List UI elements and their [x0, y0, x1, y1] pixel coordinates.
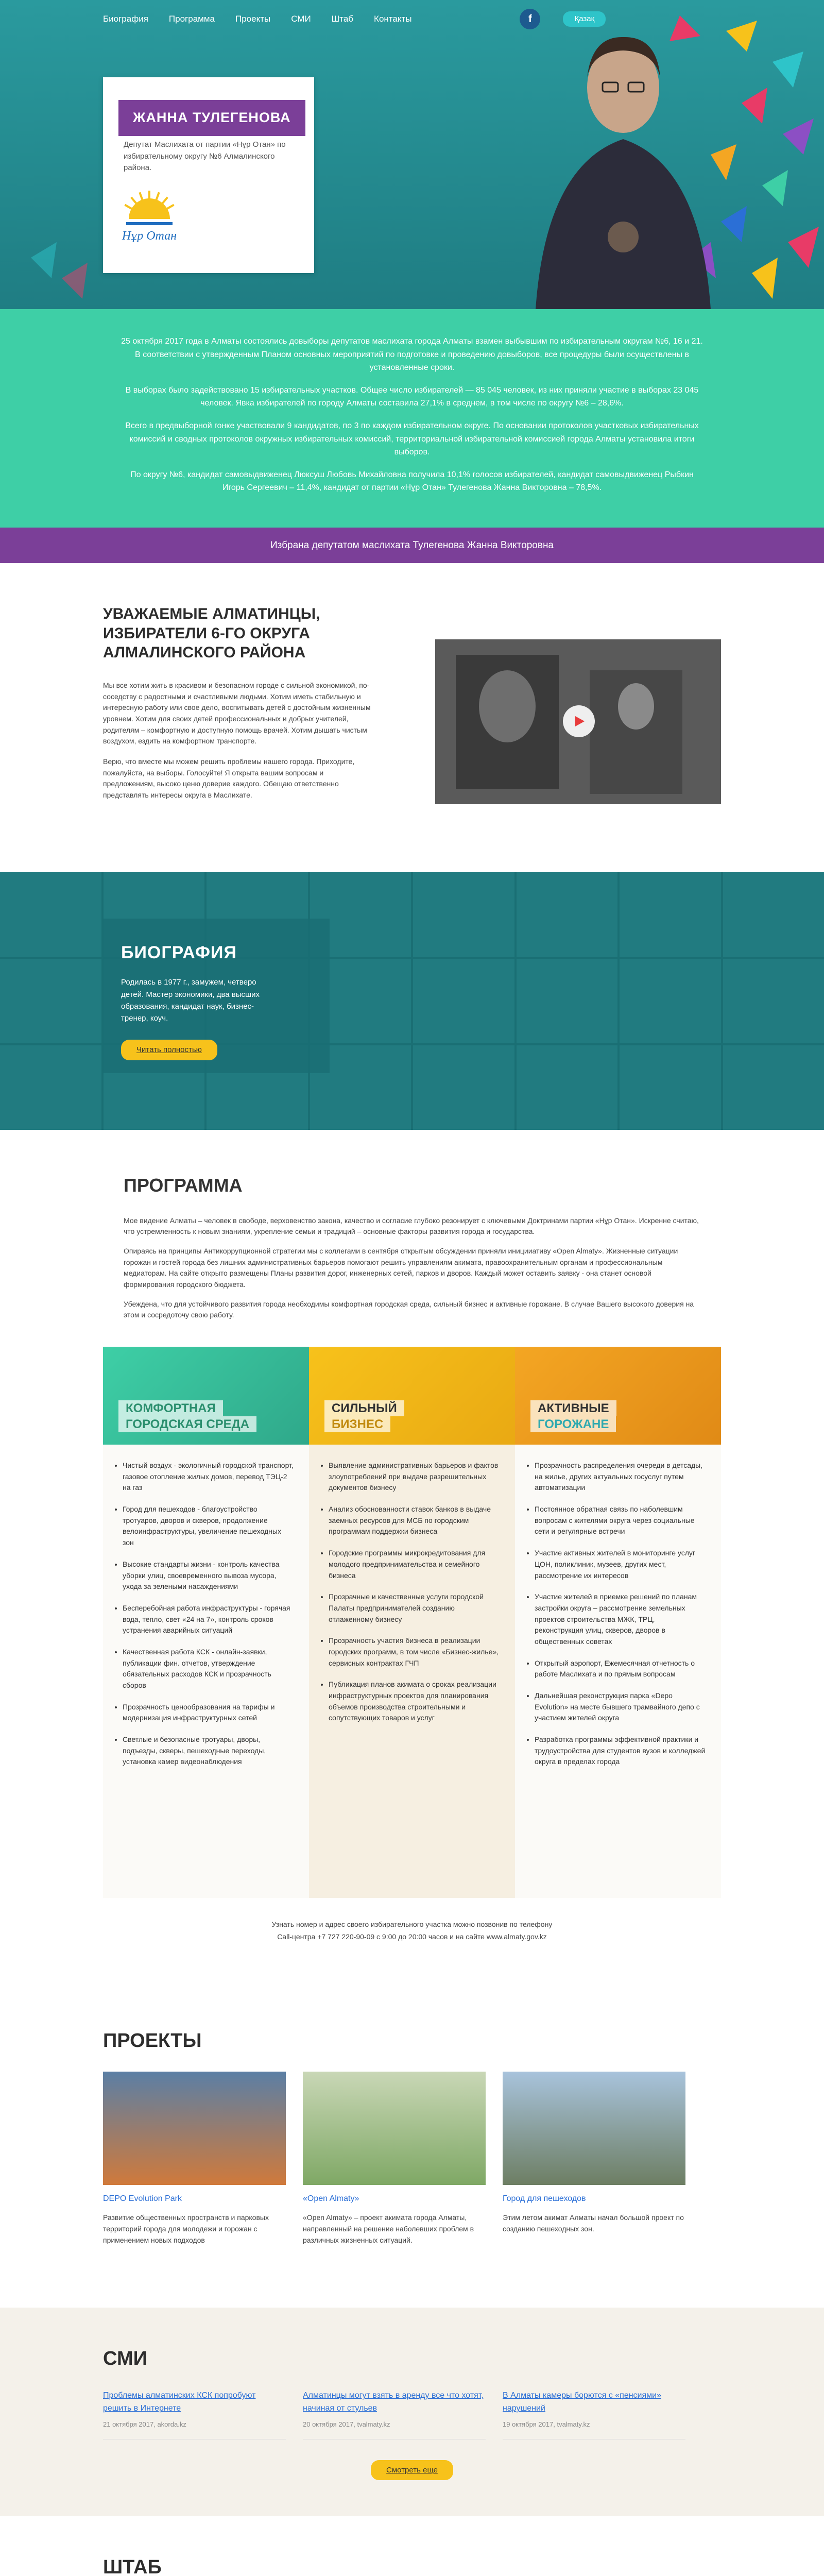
col-title-business-2: БИЗНЕС: [324, 1416, 390, 1432]
col-head-city: [103, 1347, 309, 1445]
list-item: • Город для пешеходов - благоустройство тротуаров, дворов и скверов, продолжение велоинфраструктуры, увеличение пешеходных зон: [123, 1504, 294, 1549]
bio-text: Родилась в 1977 г., замужем, четверо детей. Мастер экономики, два высших образования, кандидат наук, бизнес-тренер, коуч.: [121, 978, 260, 1023]
project-text: «Open Almaty» – проект акимата города Алматы, направленный на решение наболевших проблем в различных жизненных ситуаций.: [303, 2213, 474, 2244]
list-item: • Открытый аэропорт, Ежемесячная отчетность о работе Маслихата и по прямым вопросам: [535, 1658, 706, 1680]
project-card: [503, 2072, 685, 2246]
program-p1: Мое видение Алматы – человек в свободе, верховенство закона, качество и согласие глубоко резонирует с ключевыми Доктринами партии «Нұр Отан». Искренне считаю, что устремленность к новым знаниям, укрепление семьи и традиций – основные факторы развития города и государства.: [124, 1216, 699, 1236]
news-item: [503, 2389, 685, 2439]
list-item: • Участие жителей в приемке решений по планам застройки округа – рассмотрение земельных проектов строительства МЖК, ТРЦ, реконструкция улиц, скверов, дворов в общественных советах: [535, 1591, 706, 1647]
top-nav: [103, 0, 721, 38]
results-p4: По округу №6, кандидат самовыдвиженец Люксуш Любовь Михайловна получила 10,1% голосов избирателей, кандидат самовыдвиженец Рыбкин Игорь Сергеевич – 11,4%, кандидат от партии «Нұр Отан» Тулегенова Жанна Викторовна – 78,5%.: [130, 470, 694, 493]
news-date: 21 октября 2017, akorda.kz: [103, 2420, 186, 2428]
video-player[interactable]: [435, 639, 721, 804]
project-image[interactable]: [103, 2072, 286, 2185]
nav-item-contacts[interactable]: Контакты: [374, 13, 412, 24]
col-title-citizens-1: АКТИВНЫЕ: [530, 1400, 616, 1416]
news-link[interactable]: В Алматы камеры борются с «пенсиями» нарушений: [503, 2391, 661, 2413]
list-item: • Выявление административных барьеров и фактов злоупотреблений при выдаче разрешительных документов бизнесу: [329, 1460, 500, 1494]
staff-section: [0, 2516, 824, 2576]
nav-item-smi[interactable]: СМИ: [291, 13, 311, 24]
project-link[interactable]: Город для пешеходов: [503, 2194, 586, 2203]
nav-links: [103, 12, 411, 26]
program-p3: Убеждена, что для устойчивого развития города необходимы комфортная городская среда, сильный бизнес и активные горожане. В случае Вашего высокого доверия на этом и сосредоточу свою работу.: [124, 1299, 694, 1319]
news-item: [103, 2389, 286, 2439]
hero-name: ЖАННА ТУЛЕГЕНОВА: [118, 100, 305, 136]
results-p1: 25 октября 2017 года в Алматы состоялись довыборы депутатов маслихата города Алматы взамен выбывшим по избирательным округам №6, 16 и 21. В соответствии с утвержденным Планом основных мероприятий по подготовке и проведению довыборов, все процедуры были осуществлены в установленные сроки.: [121, 337, 703, 372]
news-list: [103, 2389, 721, 2439]
news-date: 19 октября 2017, tvalmaty.kz: [503, 2420, 590, 2428]
col-title-city-2: ГОРОДСКАЯ СРЕДА: [118, 1416, 256, 1432]
appeal-p2: Верю, что вместе мы можем решить проблемы нашего города. Приходите, пожалуйста, на выборы. Голосуйте! Я открыта вашим вопросам и предложениям, высоко ценю доверие каждого. Обещаю ответственно представлять интересы округа в Маслихате.: [103, 757, 355, 800]
program-col-citizens: [515, 1347, 721, 1898]
col-list-city: [103, 1445, 309, 1898]
col-head-citizens: [515, 1347, 721, 1445]
project-text: Этим летом акимат Алматы начал большой проект по созданию пешеходных зон.: [503, 2213, 684, 2233]
project-card: [103, 2072, 286, 2246]
program-p2: Опираясь на принципы Антикоррупционной стратегии мы с коллегами в сентября открытым обсуждении приняли иницииативу «Open Almaty». Жизненные ситуации горожан и гостей города без лишних административных барьеров помогают решить управлениям акимата, правоохранительным органам и профессиональным медиаторам. На сайте открыто размещены Планы развития дорог, инженерных сетей, парков и дворов. Каждый может оставить заявку - она станет основой формирования городского бюджета.: [124, 1246, 678, 1289]
list-item: • Разработка программы эффективной практики и трудоустройства для студентов вузов и колледжей округа в пределах города: [535, 1734, 706, 1768]
results-p2: В выборах было задействовано 15 избирательных участков. Общее число избирателей — 85 045 человек, из них приняли участие в выборах 23 045 человек. Явка избирателей по городу Алматы составила 27,1% в среднем, в том числе по округу №6 – 28,6%.: [125, 385, 699, 408]
program-col-business: [309, 1347, 515, 1898]
list-item: • Городские программы микрокредитования для молодого предпринимательства и семейного бизнеса: [329, 1548, 500, 1581]
program-section: [0, 1130, 824, 1990]
projects-title: ПРОЕКТЫ: [103, 2029, 202, 2052]
contact-line-2[interactable]: Call-центра +7 727 220-90-09 с 9:00 до 20:00 часов и на сайте www.almaty.gov.kz: [277, 1932, 547, 1941]
list-item: • Светлые и безопасные тротуары, дворы, подъезды, скверы, пешеходные переходы, установка камер видеонаблюдения: [123, 1734, 294, 1768]
contact-line: [0, 1898, 824, 1959]
language-switch[interactable]: Қазақ: [563, 11, 606, 26]
media-section: [0, 2308, 824, 2516]
play-button[interactable]: [563, 705, 595, 737]
list-item: • Прозрачность участия бизнеса в реализации городских программ, в том числе «Бизнес-жилье», сервисных контрактах ГЧП: [329, 1635, 500, 1669]
project-link[interactable]: DEPO Evolution Park: [103, 2194, 182, 2203]
nur-otan-logo: [106, 188, 193, 258]
election-results: [0, 309, 824, 528]
elected-banner: Избрана депутатом маслихата Тулегенова Жанна Викторовна: [0, 528, 824, 563]
list-item: • Чистый воздух - экологичный городской транспорт, газовое отопление жилых домов, перевод ТЭЦ-2 на газ: [123, 1460, 294, 1494]
projects-section: [0, 1990, 824, 2308]
list-item: • Анализ обоснованности ставок банков в выдаче заемных ресурсов для МСБ по городским программам поддержки бизнеса: [329, 1504, 500, 1537]
program-col-city: [103, 1347, 309, 1898]
project-image[interactable]: [303, 2072, 486, 2185]
col-head-business: [309, 1347, 515, 1445]
results-p3: Всего в предвыборной гонке участвовали 9 кандидатов, по 3 по каждом избирательном округе. По основании протоколов участковых избирательных комиссий и сводных протоколов окружных избирательных комиссий, территориальной избирательной комиссией города Алматы установила итоги выборов.: [125, 421, 699, 457]
nav-item-program[interactable]: Программа: [168, 13, 215, 24]
list-item: • Постоянное обратная связь по наболевшим вопросам с жителями округа через социальные сети и регулярные встречи: [535, 1504, 706, 1537]
hero-section: [0, 0, 824, 309]
news-item: [303, 2389, 486, 2439]
list-item: • Бесперебойная работа инфраструктуры - горячая вода, тепло, свет «24 на 7», контроль сроков устранения аварийных ситуаций: [123, 1603, 294, 1636]
bio-box: [103, 919, 330, 1073]
list-item: • Участие активных жителей в мониторинге услуг ЦОН, поликлиник, музеев, других мест, рассмотрение их интересов: [535, 1548, 706, 1581]
bio-read-more-button[interactable]: Читать полностью: [121, 1040, 217, 1060]
col-list-citizens: [515, 1445, 721, 1898]
col-title-citizens-2: ГОРОЖАНЕ: [530, 1416, 616, 1432]
list-item: • Публикация планов акимата о сроках реализации инфраструктурных проектов для планирования объемов производства строительными и сопутствующих товаров и услуг: [329, 1679, 500, 1724]
list-item: • Прозрачность распределения очереди в детсады, на жилье, других актуальных госуслуг путем автоматизации: [535, 1460, 706, 1494]
facebook-icon[interactable]: f: [520, 9, 540, 29]
appeal-title: УВАЖАЕМЫЕ АЛМАТИНЦЫ, ИЗБИРАТЕЛИ 6-ГО ОКРУГА АЛМАЛИНСКОГО РАЙОНА: [103, 605, 320, 662]
logo-text: Нұр Отан: [122, 229, 177, 243]
list-item: • Дальнейшая реконструкция парка «Depo Evolution» на месте бывшего трамвайного депо с участием жителей округа: [535, 1690, 706, 1724]
col-title-business-1: СИЛЬНЫЙ: [324, 1400, 404, 1416]
project-card: [303, 2072, 486, 2246]
program-text: [124, 1215, 700, 1321]
col-title-city-1: КОМФОРТНАЯ: [118, 1400, 223, 1416]
appeal-text: [103, 680, 371, 801]
smi-more-button[interactable]: Смотреть еще: [371, 2460, 453, 2480]
play-icon: [572, 715, 586, 728]
bio-title: БИОГРАФИЯ: [121, 942, 237, 962]
staff-title: ШТАБ: [103, 2556, 162, 2576]
news-link[interactable]: Алматинцы могут взять в аренду все что хотят, начиная от стульев: [303, 2391, 484, 2413]
news-link[interactable]: Проблемы алматинских КСК попробуют решить в Интернете: [103, 2391, 256, 2413]
nav-item-staff[interactable]: Штаб: [331, 13, 354, 24]
hero-description: Депутат Маслихата от партии «Нұр Отан» по избирательному округу №6 Алмалинского района.: [124, 140, 286, 172]
project-image[interactable]: [503, 2072, 685, 2185]
hero-portrait: [515, 0, 731, 309]
project-link[interactable]: «Open Almaty»: [303, 2194, 359, 2203]
appeal-section: [0, 563, 824, 872]
program-title: ПРОГРАММА: [124, 1174, 243, 1196]
nav-item-projects[interactable]: Проекты: [235, 13, 271, 24]
list-item: • Высокие стандарты жизни - контроль качества уборки улиц, своевременного вывоза мусора, ухода за зелеными насаждениями: [123, 1559, 294, 1592]
projects-grid: [103, 2072, 721, 2246]
list-item: • Прозрачность ценообразования на тарифы и модернизация инфраструктурных сетей: [123, 1702, 294, 1724]
news-date: 20 октября 2017, tvalmaty.kz: [303, 2420, 390, 2428]
smi-title: СМИ: [103, 2348, 147, 2370]
biography-section: [0, 872, 824, 1130]
list-item: • Качественная работа КСК - онлайн-заявки, публикации фин. отчетов, утверждение обязательных расходов КСК и прозрачность сборов: [123, 1647, 294, 1691]
nav-item-bio[interactable]: Биография: [103, 13, 148, 24]
project-text: Развитие общественных пространств и парковых территорий города для молодежи и горожан с применением новых подходов: [103, 2213, 269, 2244]
contact-line-1: Узнать номер и адрес своего избирательного участка можно позвонив по телефону: [271, 1920, 553, 1929]
program-columns: [103, 1347, 721, 1898]
col-list-business: [309, 1445, 515, 1898]
appeal-p1: Мы все хотим жить в красивом и безопасном городе с сильной экономикой, по-соседству с радостными и счастливыми людьми. Хотим иметь стабильную и интересную работу или свое дело, воспитывать детей с достойным жизненным уровнем. Хотим для своих детей профессиональных и добрых учителей, родителям – комфортную и доступную помощь врачей. Хотим дышать чистым воздухом, ездить на комфортном транспорте.: [103, 681, 371, 745]
list-item: • Прозрачные и качественные услуги городской Палаты предпринимателей созданию отлаженному бизнесу: [329, 1591, 500, 1625]
